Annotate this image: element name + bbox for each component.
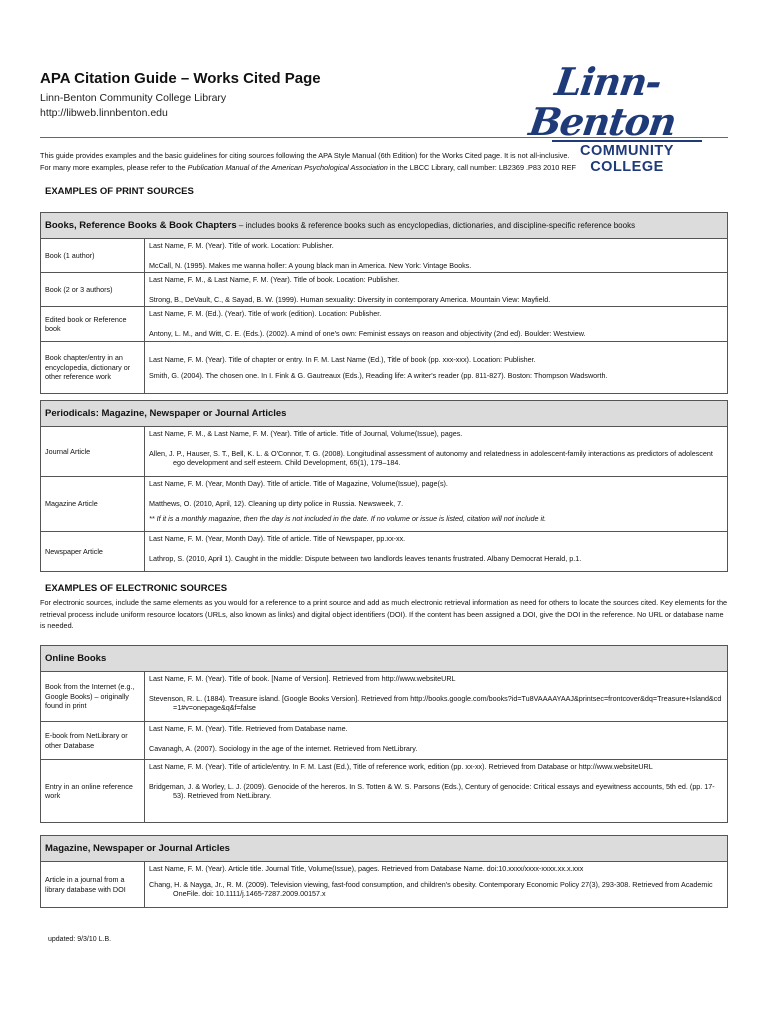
table-row [41, 672, 728, 722]
row-label: Book from the Internet (e.g., Google Books) – originally found in print [41, 672, 145, 722]
citation-format: Last Name, F. M. (Year, Month Day). Title of article. Title of Newspaper, pp.xx-xx. [149, 534, 406, 543]
row-label: Magazine Article [41, 477, 145, 532]
periodicals-table [40, 400, 728, 572]
citation-format: Last Name, F. M. (Year). Title of article/entry. In F. M. Last (Ed.), Title of reference work, edition (pp. xx-xx). Retrieved from Database or http://www.websiteURL [149, 762, 653, 771]
citation-format: Last Name, F. M. (Year). Title of chapter or entry. In F. M. Last Name (Ed.), Title of book (pp. xxx-xxx). Location: Publisher. [149, 355, 536, 364]
books-table-header: Books, Reference Books & Book Chapters – includes books & reference books such as encyclopedias, dictionaries, and discipline-specific reference books [41, 213, 728, 239]
citation-format: Last Name, F. M. (Year). Article title. Journal Title, Volume(Issue), pages. Retrieved from Database Name. doi:10.xxxx/xxxx-xxxx.xx.x.xxx [149, 864, 584, 873]
electronic-articles-table-header: Magazine, Newspaper or Journal Articles [41, 836, 728, 862]
citation-example: Antony, L. M., and Witt, C. E. (Eds.). (2002). A mind of one's own: Feminist essays on reason and objectivity (2nd ed). Boulder: Westview. [149, 328, 586, 338]
row-label: Edited book or Reference book [41, 307, 145, 342]
table-row [41, 342, 728, 394]
row-label: Journal Article [41, 427, 145, 477]
library-name: Linn-Benton Community College Library [40, 92, 227, 104]
citation-example: Strong, B., DeVault, C., & Sayad, B. W. (1999). Human sexuality: Diversity in contemporary America. Mountain View: Mayfield. [149, 294, 551, 304]
citation-example: Cavanagh, A. (2007). Sociology in the age of the internet. Retrieved from NetLibrary. [149, 743, 418, 753]
citation-format: Last Name, F. M. (Year). Title of book. [Name of Version]. Retrieved from http://www.websiteURL [149, 674, 456, 683]
citation-format: Last Name, F. M. (Year). Title. Retrieved from Database name. [149, 724, 348, 733]
electronic-articles-table [40, 835, 728, 908]
citation-example: Lathrop, S. (2010, April 1). Caught in the middle: Dispute between two landlords leaves tenants frustrated. Albany Democrat Herald, p.1. [149, 553, 582, 563]
updated-note: updated: 9/3/10 L.B. [48, 936, 112, 943]
table-row [41, 427, 728, 477]
row-label: E-book from NetLibrary or other Database [41, 722, 145, 760]
electronic-intro: For electronic sources, include the same elements as you would for a reference to a print source and add as much electronic retrieval information as need for others to locate the sources cited. Key elements for the retrieval process include uniform resource locators (URLs, also known as links) and digital object identifiers (DOI). If the content has been assigned a DOI, give the DOI in the reference. No URL or database name is needed. [40, 598, 728, 630]
citation-example: Allen, J. P., Hauser, S. T., Bell, K. L. & O'Connor, T. G. (2008). Longitudinal assessment of autonomy and relatedness in adolescent-family interactions as predictors of adolescent ego development and self esteem. Child Development, 65(1), 179–184. [149, 448, 713, 467]
row-label: Book (2 or 3 authors) [41, 273, 145, 307]
citation-example: Chang, H. & Nayga, Jr., R. M. (2009). Television viewing, fast-food consumption, and children's obesity. Contemporary Economic Policy 27(3), 293-308. Retrieved from Academic OneFile. doi: 10.1111/j.1465-7287.2009.00157.x [149, 879, 713, 898]
citation-example: Stevenson, R. L. (1884). Treasure island. [Google Books Version]. Retrieved from http://books.google.com/books?id=Tu8VAAAAYAAJ&printsec=frontcover&dq=Treasure+Island&cd=1#v=onepage&q&f=false [149, 693, 722, 712]
table-row [41, 532, 728, 572]
print-sources-heading: EXAMPLES OF PRINT SOURCES [45, 186, 194, 197]
table-row [41, 760, 728, 823]
citation-note: ** If it is a monthly magazine, then the day is not included in the date. If no volume or issue is listed, citation will not include it. [149, 514, 547, 523]
citation-format: Last Name, F. M., & Last Name, F. M. (Year). Title of article. Title of Journal, Volume(Issue), pages. [149, 429, 463, 438]
online-books-table-header: Online Books [41, 646, 728, 672]
citation-example: McCall, N. (1995). Makes me wanna holler: A young black man in America. New York: Vintage Books. [149, 260, 472, 270]
online-books-table [40, 645, 728, 823]
row-label: Newspaper Article [41, 532, 145, 572]
citation-format: Last Name, F. M. (Ed.). (Year). Title of work (edition). Location: Publisher. [149, 309, 382, 318]
table-row [41, 722, 728, 760]
row-label: Book chapter/entry in an encyclopedia, dictionary or other reference work [41, 342, 145, 394]
row-label: Book (1 author) [41, 239, 145, 273]
citation-example: Smith, G. (2004). The chosen one. In I. Fink & G. Gautreaux (Eds.), Reading life: A writer's reader (pp. 811-827). Boston: Thompson Wadsworth. [149, 370, 608, 380]
library-url[interactable]: http://libweb.linnbenton.edu [40, 107, 168, 119]
logo-script: Linn-Benton [526, 59, 679, 144]
intro-paragraph [40, 150, 730, 173]
books-table [40, 212, 728, 394]
intro-line-2: For many more examples, please refer to the Publication Manual of the American Psychological Association in the LBCC Library, call number: LB2369 .P83 2010 REF [40, 162, 576, 172]
table-row [41, 273, 728, 307]
page-title: APA Citation Guide – Works Cited Page [40, 70, 321, 87]
citation-example: Matthews, O. (2010, April, 12). Cleaning up dirty police in Russia. Newsweek, 7. [149, 498, 404, 508]
logo-subtitle: COMMUNITY COLLEGE [552, 140, 702, 175]
periodicals-table-header: Periodicals: Magazine, Newspaper or Journal Articles [41, 401, 728, 427]
citation-example: Bridgeman, J. & Worley, L. J. (2009). Genocide of the hereros. In S. Totten & W. S. Parsons (Eds.), Century of genocide: Critical essays and eyewitness accounts, 5th ed. (pp. 17-53). Retrieved from NetLibrary. [149, 781, 715, 800]
header-divider [40, 137, 728, 138]
electronic-sources-heading: EXAMPLES OF ELECTRONIC SOURCES [45, 583, 228, 594]
table-row [41, 307, 728, 342]
citation-format: Last Name, F. M. (Year). Title of work. Location: Publisher. [149, 241, 334, 250]
table-row [41, 862, 728, 908]
citation-format: Last Name, F. M., & Last Name, F. M. (Year). Title of book. Location: Publisher. [149, 275, 400, 284]
intro-line-1: This guide provides examples and the basic guidelines for citing sources following the APA Style Manual (6th Edition) for the Works Cited page. It is not all-inclusive. [40, 151, 570, 160]
row-label: Article in a journal from a library database with DOI [41, 862, 145, 908]
row-label: Entry in an online reference work [41, 760, 145, 823]
table-row [41, 477, 728, 532]
table-row [41, 239, 728, 273]
citation-format: Last Name, F. M. (Year, Month Day). Title of article. Title of Magazine, Volume(Issue), page(s). [149, 479, 448, 488]
